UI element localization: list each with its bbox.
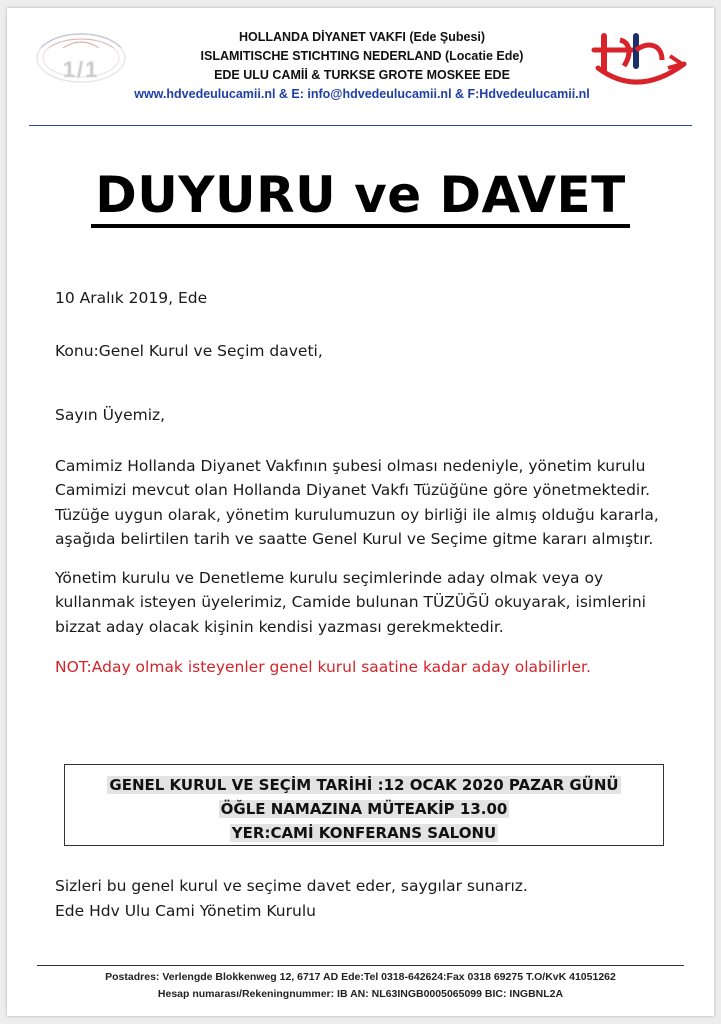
letterhead-line-3: EDE ULU CAMİİ & TURKSE GROTE MOSKEE EDE: [214, 68, 510, 82]
page-title-text: DUYURU ve DAVET: [91, 166, 630, 228]
letter-salutation: Sayın Üyemiz,: [55, 406, 166, 424]
letterhead-line-1: HOLLANDA DİYANET VAKFI (Ede Şubesi): [238, 30, 486, 44]
document-page: [7, 8, 714, 1016]
letter-paragraph-1: Camimiz Hollanda Diyanet Vakfının şubesi olması nedeniyle, yönetim kurulu Camimizi mevcut olan Hollanda Diyanet Vakfı Tüzüğüne göre yönetmektedir. Tüzüğe uygun olarak, yönetim kurulumuzun oy birliği ile almış olduğu kararla, aşağıda belirtilen tarih ve saatte Genel Kurul ve Seçime gitme kararı almıştır.: [55, 456, 659, 548]
meeting-date-line: GENEL KURUL VE SEÇİM TARİHİ :12 OCAK 2020 PAZAR GÜNÜ: [109, 776, 619, 794]
footer-divider: [37, 965, 684, 966]
meeting-info-box: [64, 764, 664, 846]
closing-line-1: Sizleri bu genel kurul ve seçime davet eder, saygılar sunarız.: [55, 877, 528, 895]
letter-date: 10 Aralık 2019, Ede: [55, 289, 208, 307]
letter-paragraph-2: Yönetim kurulu ve Denetleme kurulu seçimlerinde aday olmak veya oy kullanmak isteyen üyelerimiz, Camide bulunan TÜZÜĞÜ okuyarak, isimlerini bizzat aday olacak kişinin kendisi yazması gerekmektedir.: [55, 568, 646, 636]
meeting-location-line: YER:CAMİ KONFERANS SALONU: [231, 824, 497, 842]
letter-subject: Konu:Genel Kurul ve Seçim daveti,: [55, 341, 323, 360]
footer: [7, 969, 714, 1003]
letterhead-line-2: ISLAMITISCHE STICHTING NEDERLAND (Locatie Ede): [200, 49, 524, 63]
closing-signature: Ede Hdv Ulu Cami Yönetim Kurulu: [55, 902, 316, 920]
meeting-time-line: ÖĞLE NAMAZINA MÜTEAKİP 13.00: [220, 800, 508, 818]
letterhead-contact: www.hdvedeulucamii.nl & E: info@hdvedeulucamii.nl & F:Hdvedeulucamii.nl: [134, 87, 590, 101]
hdv-logo: [590, 26, 690, 92]
footer-address: Postadres: Verlengde Blokkenweg 12, 6717 AD Ede:Tel 0318-642624:Fax 0318 69275 T.O/KvK 41051262: [105, 971, 616, 983]
header-divider: [29, 125, 692, 126]
letter-note: NOT:Aday olmak isteyenler genel kurul saatine kadar aday olabilirler.: [55, 658, 591, 676]
footer-bank: Hesap numarası/Rekeningnummer: IB AN: NL63INGB0005065099 BIC: INGBNL2A: [157, 988, 564, 1000]
letter-closing: [55, 874, 528, 924]
letter-body: [55, 286, 674, 680]
page-title: [7, 166, 714, 228]
letterhead: [127, 28, 597, 104]
page-count-badge: 1/1: [33, 48, 129, 92]
